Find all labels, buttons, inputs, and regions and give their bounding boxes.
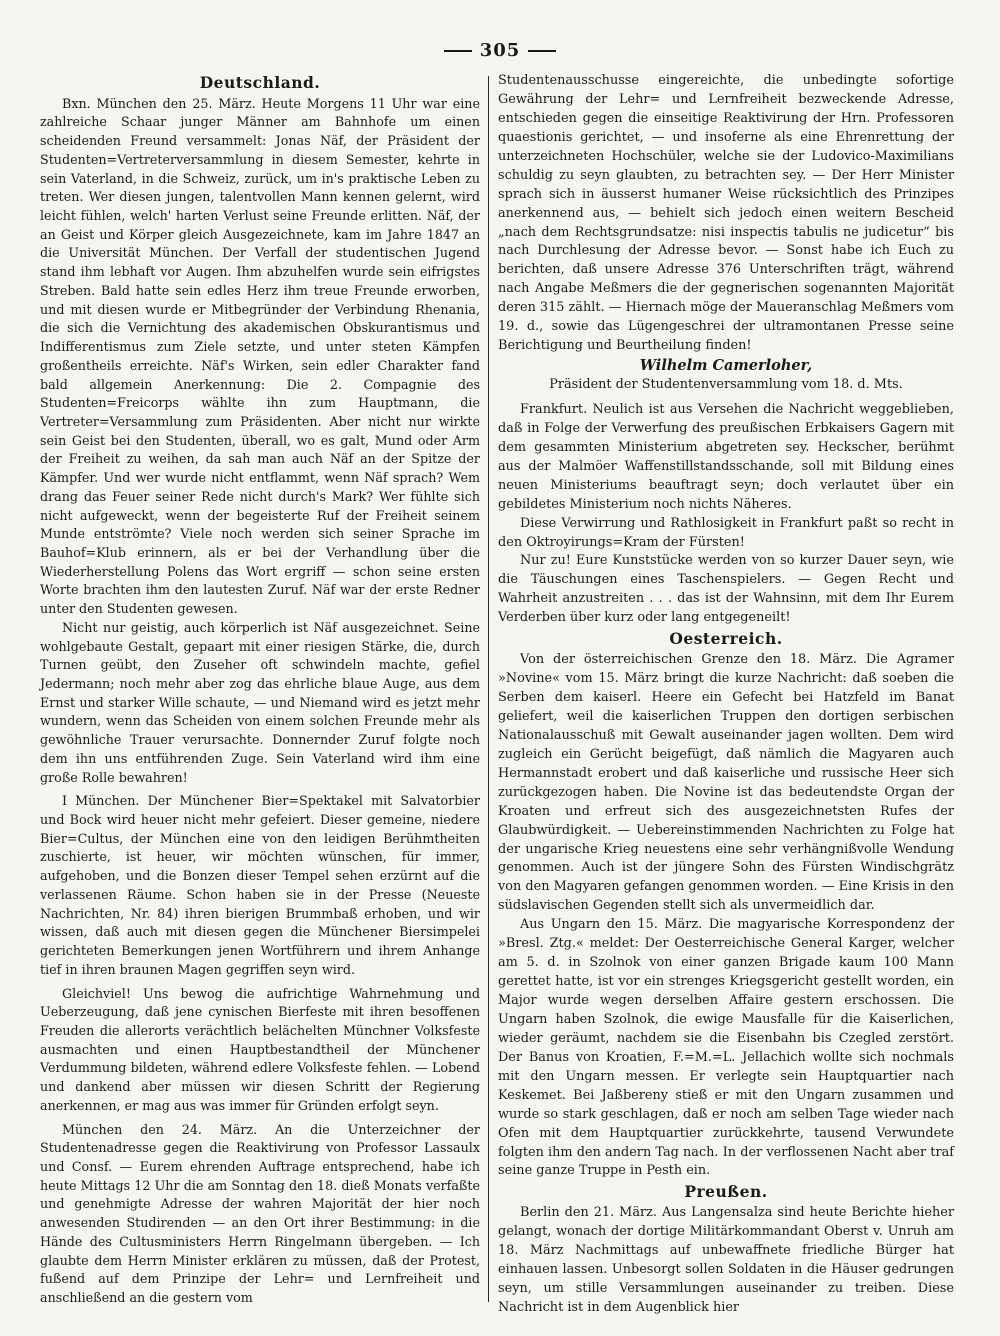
signature-title: Präsident der Studentenversammlung vom 18. d. Mts. xyxy=(549,377,903,392)
article-frankfurt-warning: Nur zu! Eure Kunststücke werden von so kurzer Dauer seyn, wie die Täuschungen eines Taschenspielers. — Gegen Recht und Wahrheit anzustreiten . . . das ist der Wahnsinn, mit dem Ihr Eurem Verderben über kurz oder lang entgegeneilt! xyxy=(498,553,954,626)
page-number-text: 305 xyxy=(479,40,521,61)
article-naef-farewell: Bxn. München den 25. März. Heute Morgens 11 Uhr war eine zahlreiche Schaar junger Männer am Bahnhofe um einen scheidenden Freund versammelt: Jonas Näf, der Präsident der Studenten=Vertreterversammlung in diesem Semester, kehrte in sein Vaterland, in die Schweiz, zurück, um in's praktische Leben zu treten. Wer diesen jungen, talentvollen Mann kennen gelernt, wird leicht fühlen, welch' harten Verlust seine Freunde erlitten. Näf, der an Geist und Körper gleich Ausgezeichnete, kam im Jahre 1847 an die Universität München. Der Verfall der studentischen Jugend stand ihm lebhaft vor Augen. Ihm abzuhelfen wurde sein eifrigstes Streben. Bald hatte sein edles Herz ihm treue Freunde erworben, und mit diesen wurde er Mitbegründer der Verbindung Rhenania, die sich die Vernichtung des akademischen Obskurantismus und Indifferentismus zum Ziele setzte, und unter steten Kämpfen großentheils erreichte. Näf's Wirken, sein edler Charakter fand bald allgemein Anerkennung: Die 2. Compagnie des Studenten=Freicorps wählte ihn zum Hauptmann, die Vertreter=Versammlung zum Präsidenten. Aber nicht nur wirkte sein Geist bei den Studenten, überall, wo es galt, Mund oder Arm der Freiheit zu weihen, da sah man auch Näf an der Spitze der Kämpfer. Und wer wurde nicht entflammt, wenn Näf sprach? Wem drang das Feuer seiner Rede nicht durch's Mark? Wer fühlte sich nicht aufgeweckt, wenn der begeisterte Ruf der Freiheit seinem Munde entströmte? Viele noch werden sich seiner Sprache im Bauhof=Klub erinnern, als er bei der Verhandlung über die Wiederherstellung Polens das Wort ergriff — schon seine ersten Worte brachten ihm den lautesten Zuruf. Näf war der erste Redner unter den Studenten gewesen. xyxy=(40,95,480,617)
left-column xyxy=(40,72,480,1308)
page-number-dash-left xyxy=(444,50,472,52)
section-heading-deutschland: Deutschland. xyxy=(199,73,321,92)
right-column xyxy=(498,72,954,1318)
signature-name: Wilhelm Camerloher, xyxy=(639,357,813,375)
page-number xyxy=(0,40,1000,61)
page-number-dash-right xyxy=(528,50,556,52)
article-berlin: Berlin den 21. März. Aus Langensalza sind heute Berichte hieher gelangt, wonach der dortige Militärkommandant Oberst v. Unruh am 18. März Nachmittags auf unbewaffnete friedliche Bürger hat einhauen lassen. Unbesorgt sollen Soldaten in die Häuser gedrungen seyn, um stille Versammlungen auseinander zu treiben. Diese Nachricht ist in dem Augenblick hier xyxy=(498,1205,954,1315)
section-heading-oesterreich: Oesterreich. xyxy=(669,629,783,649)
article-student-address: München den 24. März. An die Unterzeichner der Studentenadresse gegen die Reaktivirung von Professor Lassaulx und Consf. — Eurem ehrenden Auftrage entsprechend, habe ich heute Mittags 12 Uhr die am Sonntag den 18. dieß Monats verfaßte und genehmigte Adresse der wahren Majorität der hier noch anwesenden Studirenden — an den Ort ihrer Bestimmung: in die Hände des Cultusministers Herrn Ringelmann übergeben. — Ich glaubte dem Herrn Minister erklären zu müssen, daß der Protest, fußend auf dem Prinzipe der Lehr= und Lernfreiheit und anschließend an die gestern vom xyxy=(40,1121,480,1305)
section-heading-preussen: Preußen. xyxy=(684,1182,768,1202)
column-divider xyxy=(488,76,489,1302)
article-hungary: Aus Ungarn den 15. März. Die magyarische Korrespondenz der »Bresl. Ztg.« meldet: Der Oesterreichische General Karger, welcher am 5. d. in Szolnok von einer ganzen Brigade kaum 100 Mann gerettet hatte, ist vor ein strenges Kriegsgericht gestellt worden, ein Major wurde wegen derselben Affaire gestern erschossen. Die Ungarn haben Szolnok, die ewige Mausfalle für die Kaiserlichen, wieder geräumt, nachdem sie die Eisenbahn bis Czegled zerstört. Der Banus von Kroatien, F.=M.=L. Jellachich wollte sich nochmals mit den Ungarn messen. Er verlegte sein Hauptquartier nach Keskemet. Bei Jaßbereny stieß er mit den Ungarn zusammen und wurde so stark geschlagen, daß er noch am selben Tage wieder nach Ofen mit dem Hauptquartier zurückkehrte, tausend Verwundete folgten ihm den andern Tag nach. In der verflossenen Nacht aber traf seine ganze Truppe in Pesth ein. xyxy=(498,917,954,1179)
article-frankfurt-confusion: Diese Verwirrung und Rathlosigkeit in Frankfurt paßt so recht in den Oktroyirungs=Kram der Fürsten! xyxy=(498,515,954,550)
article-munich-beer-cont: Gleichviel! Uns bewog die aufrichtige Wahrnehmung und Ueberzeugung, daß jene cynischen Bierfeste mit ihren besoffenen Freuden die allerorts verächtlich belächelten Münchner Volksfeste ausmachten und einen Hauptbestandtheil der Münchener Verdummung bildeten, während edlere Volksfeste fehlen. — Lobend und dankend aber müssen wir diesen Schritt der Regierung anerkennen, er mag aus was immer für Gründen erfolgt seyn. xyxy=(40,985,480,1113)
article-frankfurt: Frankfurt. Neulich ist aus Versehen die Nachricht weggeblieben, daß in Folge der Verwerfung des preußischen Erbkaisers Gagern mit dem gesammten Ministerium abgetreten sey. Heckscher, berühmt aus der Malmöer Waffenstillstandsschande, soll mit Bildung eines neuen Ministeriums beauftragt seyn; doch verlautet über ein gebildetes Ministerium noch nichts Näheres. xyxy=(498,401,954,512)
article-austrian-border: Von der österreichischen Grenze den 18. März. Die Agramer »Novine« vom 15. März bringt die kurze Nachricht: daß soeben die Serben dem kaiserl. Heere ein Gefecht bei Hatzfeld im Banat geliefert, weil die kaiserlichen Truppen den dortigen serbischen Nationalausschuß mit Gewalt auseinander jagen wollten. Dem wird zugleich ein Gerücht beigefügt, daß nämlich die Magyaren auch Hermannstadt erobert und daß kaiserliche und russische Heer sich zurückgezogen haben. Die Novine ist das bedeutendste Organ der Kroaten und erfreut sich des ausgezeichnetsten Rufes der Glaubwürdigkeit. — Uebereinstimmenden Nachrichten zu Folge hat der ungarische Krieg neuestens eine sehr verhängnißvolle Wendung genommen. Auch ist der jüngere Sohn des Fürsten Windischgrätz von den Magyaren gefangen genommen worden. — Eine Krisis in den südslavischen Gegenden stellt sich als unvermeidlich dar. xyxy=(498,652,954,914)
article-munich-beer: I München. Der Münchener Bier=Spektakel mit Salvatorbier und Bock wird heuer nicht mehr gefeiert. Dieser gemeine, niedere Bier=Cultus, der München eine von den leidigen Berühmtheiten zuschierte, ist heuer, wir möchten wünschen, für immer, aufgehoben, und die Bonzen dieser Tempel sehen erzürnt auf die verlassenen Räume. Schon haben sie in der Presse (Neueste Nachrichten, Nr. 84) ihren bierigen Brummbaß erhoben, und wir wissen, daß auch mit diesen gegen die Münchener Biersimpelei gerichteten Bemerkungen jenen Wortführern und ihrem Anhange tief in ihren braunen Magen gegriffen seyn wird. xyxy=(40,793,480,977)
article-student-address-cont: Studentenausschusse eingereichte, die unbedingte sofortige Gewährung der Lehr= und Lernfreiheit bezweckende Adresse, entschieden gegen die einseitige Reaktivirung der Hrn. Professoren quaestionis gerichtet, — und insoferne als eine Ehrenrettung der unterzeichneten Hochschüler, welche sie der Ludovico-Maximilians schuldig zu seyn glaubten, zu betrachten sey. — Der Herr Minister sprach sich in äusserst humaner Weise rücksichtlich des Prinzipes anerkennend aus, — behielt sich jedoch einen weitern Bescheid „nach dem Rechtsgrundsatze: nisi inspectis tabulis ne judicetur“ bis nach Durchlesung der Adresse bevor. — Sonst habe ich Euch zu berichten, daß unsere Adresse 376 Unterschriften trägt, während nach Angabe Meßmers die der gegnerischen sogenannten Majorität deren 315 zählt. — Hiernach möge der Maueranschlag Meßmers vom 19. d., sowie das Lügengeschrei der ultramontanen Presse seine Berichtigung und Beurtheilung finden! xyxy=(498,73,954,354)
article-naef-character: Nicht nur geistig, auch körperlich ist Näf ausgezeichnet. Seine wohlgebaute Gestalt, gepaart mit einer riesigen Stärke, die, durch Turnen geübt, den Zuseher oft schwindeln machte, gefiel Jedermann; noch mehr aber zog das ehrliche blaue Auge, aus dem Ernst und starker Wille schaute, — und Niemand wird es jetzt mehr wundern, wenn das Scheiden von einem solchen Freunde mehr als gewöhnliche Trauer verursachte. Donnernder Zuruf folgte noch dem ihn uns entführenden Zuge. Sein Vaterland wird ihm eine große Rolle bewahren! xyxy=(40,619,480,785)
